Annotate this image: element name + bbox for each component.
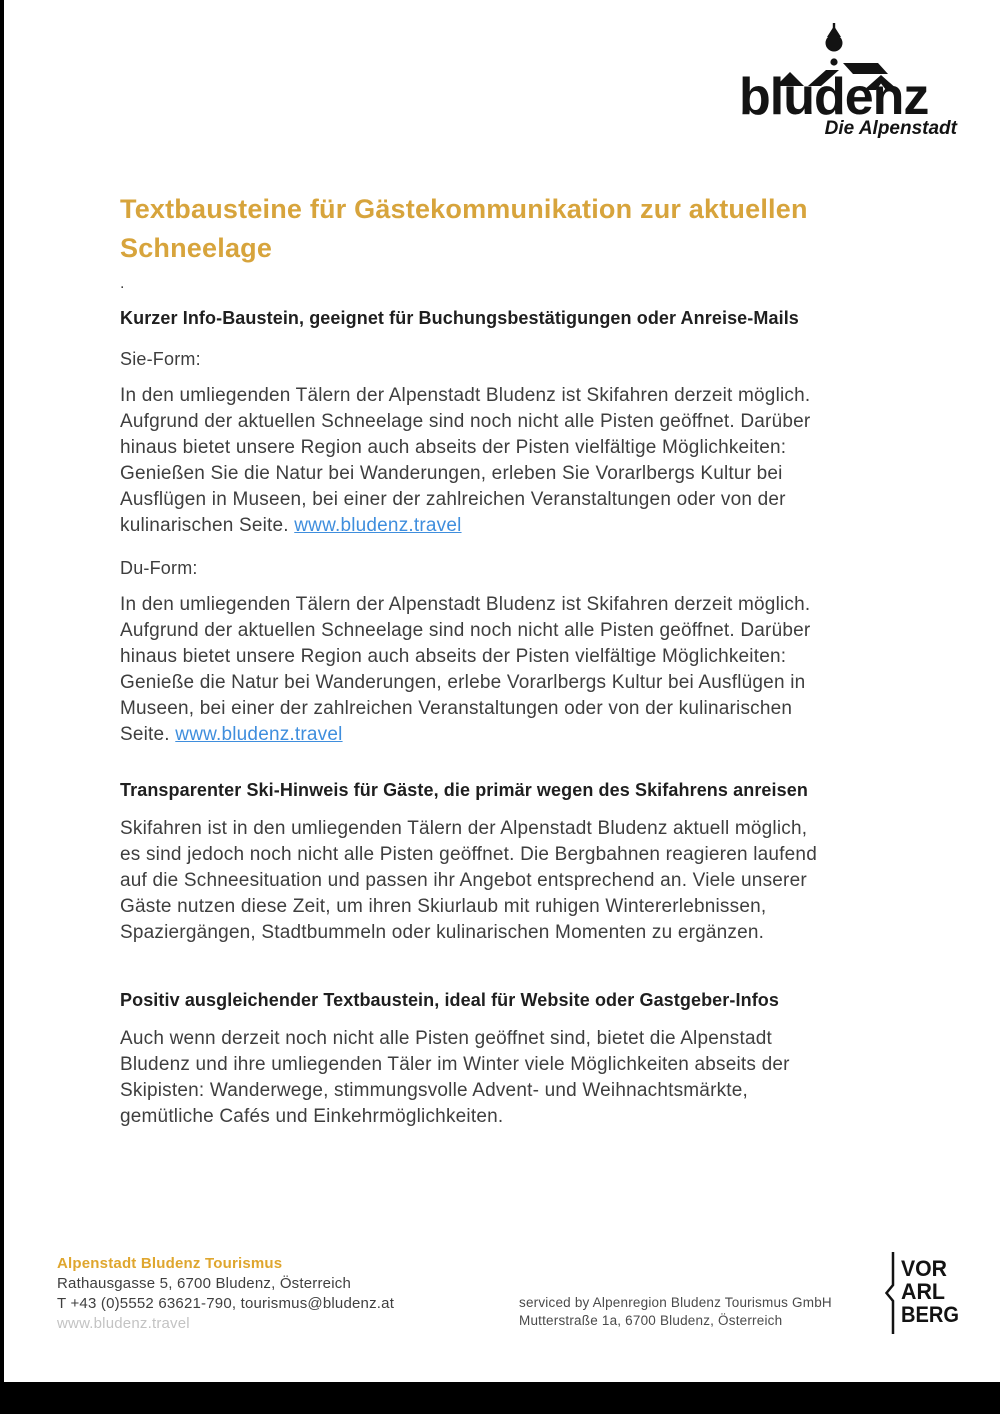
- footer-phone-email: T +43 (0)5552 63621-790, tourismus@bludenz.at: [57, 1295, 395, 1312]
- document-page: [4, 0, 1000, 1382]
- bludenz-logo: [739, 22, 959, 140]
- paragraph-text: In den umliegenden Tälern der Alpenstadt Bludenz ist Skifahren derzeit möglich. Aufgrund der aktuellen Schneelage sind noch nicht alle Pisten geöffnet. Darüber hinaus bietet unsere Region auch abseits der Pisten vielfältige Möglichkeiten: Genießen Sie die Natur bei Wanderungen, erleben Sie Vorarlbergs Kultur bei Ausflügen in Museen, bei einer der zahlreichen Veranstaltungen oder von der kulinarischen Seite.: [120, 385, 811, 536]
- logo-tagline: Die Alpenstadt: [824, 118, 957, 139]
- form-label-sie: Sie-Form:: [120, 349, 201, 369]
- logo-wordmark: bludenz: [739, 68, 929, 126]
- footer-serviced-block: [519, 1294, 859, 1330]
- section-heading-ski-hinweis: Transparenter Ski-Hinweis für Gäste, die primär wegen des Skifahrens anreisen: [120, 780, 808, 800]
- main-content: [120, 190, 860, 1130]
- section-heading-info-baustein: Kurzer Info-Baustein, geeignet für Buchungsbestätigungen oder Anreise-Mails: [120, 308, 799, 328]
- form-label-du: Du-Form:: [120, 558, 198, 578]
- paragraph-positiv: Auch wenn derzeit noch nicht alle Pisten geöffnet sind, bietet die Alpenstadt Bludenz und ihre umliegenden Täler im Winter viele Möglichkeiten abseits der Skipisten: Wanderwege, stimmungsvolle Advent- und Weihnachtsmärkte, gemütliche Cafés und Einkehrmöglichkeiten.: [120, 1028, 790, 1127]
- footer-website: www.bludenz.travel: [57, 1315, 190, 1332]
- brace-icon: [887, 1252, 894, 1334]
- footer-serviced-by: serviced by Alpenregion Bludenz Tourismus GmbH: [519, 1295, 832, 1310]
- footer-serviced-address: Mutterstraße 1a, 6700 Bludenz, Österreich: [519, 1313, 783, 1328]
- region-logo-line: ARL: [901, 1279, 945, 1304]
- paragraph-sie-form: [120, 383, 832, 539]
- paragraph-ski-hinweis: Skifahren ist in den umliegenden Tälern der Alpenstadt Bludenz aktuell möglich, es sind jedoch noch nicht alle Pisten geöffnet. Die Bergbahnen reagieren laufend auf die Schneesituation und passen ihr Angebot entsprechend an. Viele unserer Gäste nutzen diese Zeit, um ihren Skiurlaub mit ruhigen Wintererlebnissen, Spaziergängen, Stadtbummeln oder kulinarischen Momenten zu ergänzen.: [120, 818, 817, 943]
- footer-address: Rathausgasse 5, 6700 Bludenz, Österreich: [57, 1275, 352, 1292]
- paragraph-du-form: [120, 592, 832, 748]
- bludenz-travel-link[interactable]: www.bludenz.travel: [175, 724, 343, 745]
- vorarlberg-logo: [884, 1249, 962, 1337]
- stray-period: .: [120, 275, 125, 292]
- region-logo-line: VOR: [901, 1256, 948, 1281]
- paragraph-text: In den umliegenden Tälern der Alpenstadt Bludenz ist Skifahren derzeit möglich. Aufgrund der aktuellen Schneelage sind noch nicht alle Pisten geöffnet. Darüber hinaus bietet unsere Region auch abseits der Pisten vielfältige Möglichkeiten: Genieße die Natur bei Wanderungen, erlebe Vorarlbergs Kultur bei Ausflügen in Museen, bei einer der zahlreichen Veranstaltungen oder von der kulinarischen Seite.: [120, 594, 811, 745]
- footer-org-name: Alpenstadt Bludenz Tourismus: [57, 1255, 283, 1272]
- region-logo-line: BERG: [901, 1302, 959, 1327]
- bludenz-travel-link[interactable]: www.bludenz.travel: [294, 515, 462, 536]
- footer-contact-block: [57, 1254, 477, 1334]
- section-heading-positiv: Positiv ausgleichender Textbaustein, ideal für Website oder Gastgeber-Infos: [120, 990, 779, 1010]
- page-title: Textbausteine für Gästekommunikation zur aktuellen Schneelage: [120, 194, 808, 263]
